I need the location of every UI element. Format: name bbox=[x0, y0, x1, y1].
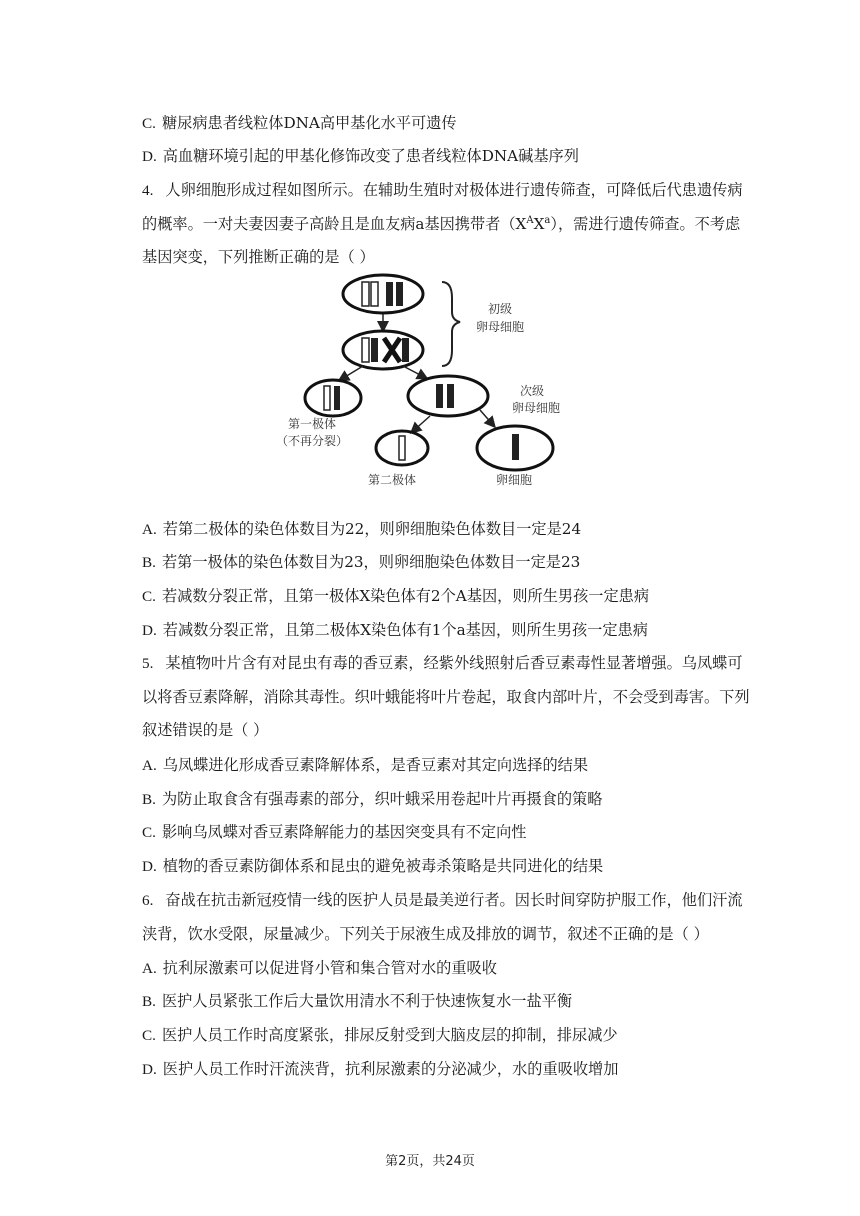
q5-stem-line3: 叙述错误的是（ ） bbox=[142, 721, 269, 739]
q5-option-a: A. 乌凤蝶进化形成香豆素降解体系，是香豆素对其定向选择的结果 bbox=[142, 756, 589, 774]
q4-option-d: D. 若减数分裂正常，且第二极体X染色体有1个a基因，则所生男孩一定患病 bbox=[142, 621, 648, 639]
q5-stem-line1: 5. 某植物叶片含有对昆虫有毒的香豆素，经紫外线照射后香豆素毒性显著增强。乌凤蝶可 bbox=[142, 654, 743, 672]
q3-option-c: C. 糖尿病患者线粒体DNA高甲基化水平可遗传 bbox=[142, 114, 457, 132]
q4-stem-line2: 的概率。一对夫妻因妻子高龄且是血友病a基因携带者$(X^AX^a)$，需进行遗传筛查。不考虑 bbox=[142, 214, 741, 233]
label-primary-1: 初级 bbox=[488, 302, 513, 316]
q6-option-a: A. 抗利尿激素可以促进肾小管和集合管对水的重吸收 bbox=[142, 959, 497, 977]
q6-option-d: D. 医护人员工作时汗流浃背，抗利尿激素的分泌减少，水的重吸收增加 bbox=[142, 1060, 619, 1078]
q4-option-a: A. 若第二极体的染色体数目为22，则卵细胞染色体数目一定是24 bbox=[142, 520, 582, 538]
q4-stem-line3: 基因突变，下列推断正确的是（ ） bbox=[142, 248, 375, 266]
egg-cell bbox=[477, 426, 553, 470]
label-secondary-2: 卵母细胞 bbox=[512, 401, 561, 415]
label-primary-2: 卵母细胞 bbox=[476, 320, 525, 334]
primary-oocyte-cell-2 bbox=[343, 331, 423, 369]
q5-option-d: D. 植物的香豆素防御体系和昆虫的避免被毒杀策略是共同进化的结果 bbox=[142, 857, 604, 875]
q6-option-b: B. 医护人员紧张工作后大量饮用清水不利于快速恢复水一盐平衡 bbox=[142, 992, 572, 1010]
q4-option-c: C. 若减数分裂正常，且第一极体X染色体有2个A基因，则所生男孩一定患病 bbox=[142, 587, 650, 605]
q5-stem-line2: 以将香豆素降解，消除其毒性。织叶蛾能将叶片卷起，取食内部叶片，不会受到毒害。下列 bbox=[142, 688, 750, 706]
page-footer: 第2页，共24页 bbox=[385, 1154, 475, 1169]
primary-oocyte-cell-1 bbox=[343, 275, 423, 313]
secondary-oocyte-cell bbox=[408, 376, 488, 416]
oogenesis-diagram bbox=[250, 268, 610, 490]
second-polar-body-cell bbox=[376, 431, 428, 465]
label-egg: 卵细胞 bbox=[496, 473, 533, 487]
label-second-polar: 第二极体 bbox=[368, 473, 417, 487]
label-secondary-1: 次级 bbox=[520, 384, 545, 398]
q4-option-b: B. 若第一极体的染色体数目为23，则卵细胞染色体数目一定是23 bbox=[142, 553, 581, 571]
label-first-polar-1: 第一极体 bbox=[288, 417, 337, 431]
q5-option-c: C. 影响乌凤蝶对香豆素降解能力的基因突变具有不定向性 bbox=[142, 823, 527, 841]
q6-option-c: C. 医护人员工作时高度紧张，排尿反射受到大脑皮层的抑制，排尿减少 bbox=[142, 1026, 618, 1044]
q4-stem-line1: 4. 人卵细胞形成过程如图所示。在辅助生殖时对极体进行遗传筛查，可降低后代患遗传病 bbox=[142, 181, 743, 199]
q6-stem-line1: 6. 奋战在抗击新冠疫情一线的医护人员是最美逆行者。因长时间穿防护服工作，他们汗流 bbox=[142, 891, 743, 909]
label-first-polar-2: （不再分裂） bbox=[276, 434, 349, 448]
first-polar-body-cell bbox=[305, 380, 361, 416]
q5-option-b: B. 为防止取食含有强毒素的部分，织叶蛾采用卷起叶片再摄食的策略 bbox=[142, 790, 603, 808]
q3-option-d: D. 高血糖环境引起的甲基化修饰改变了患者线粒体DNA碱基序列 bbox=[142, 147, 579, 165]
q6-stem-line2: 浃背，饮水受限，尿量减少。下列关于尿液生成及排放的调节，叙述不正确的是（ ） bbox=[142, 925, 709, 943]
